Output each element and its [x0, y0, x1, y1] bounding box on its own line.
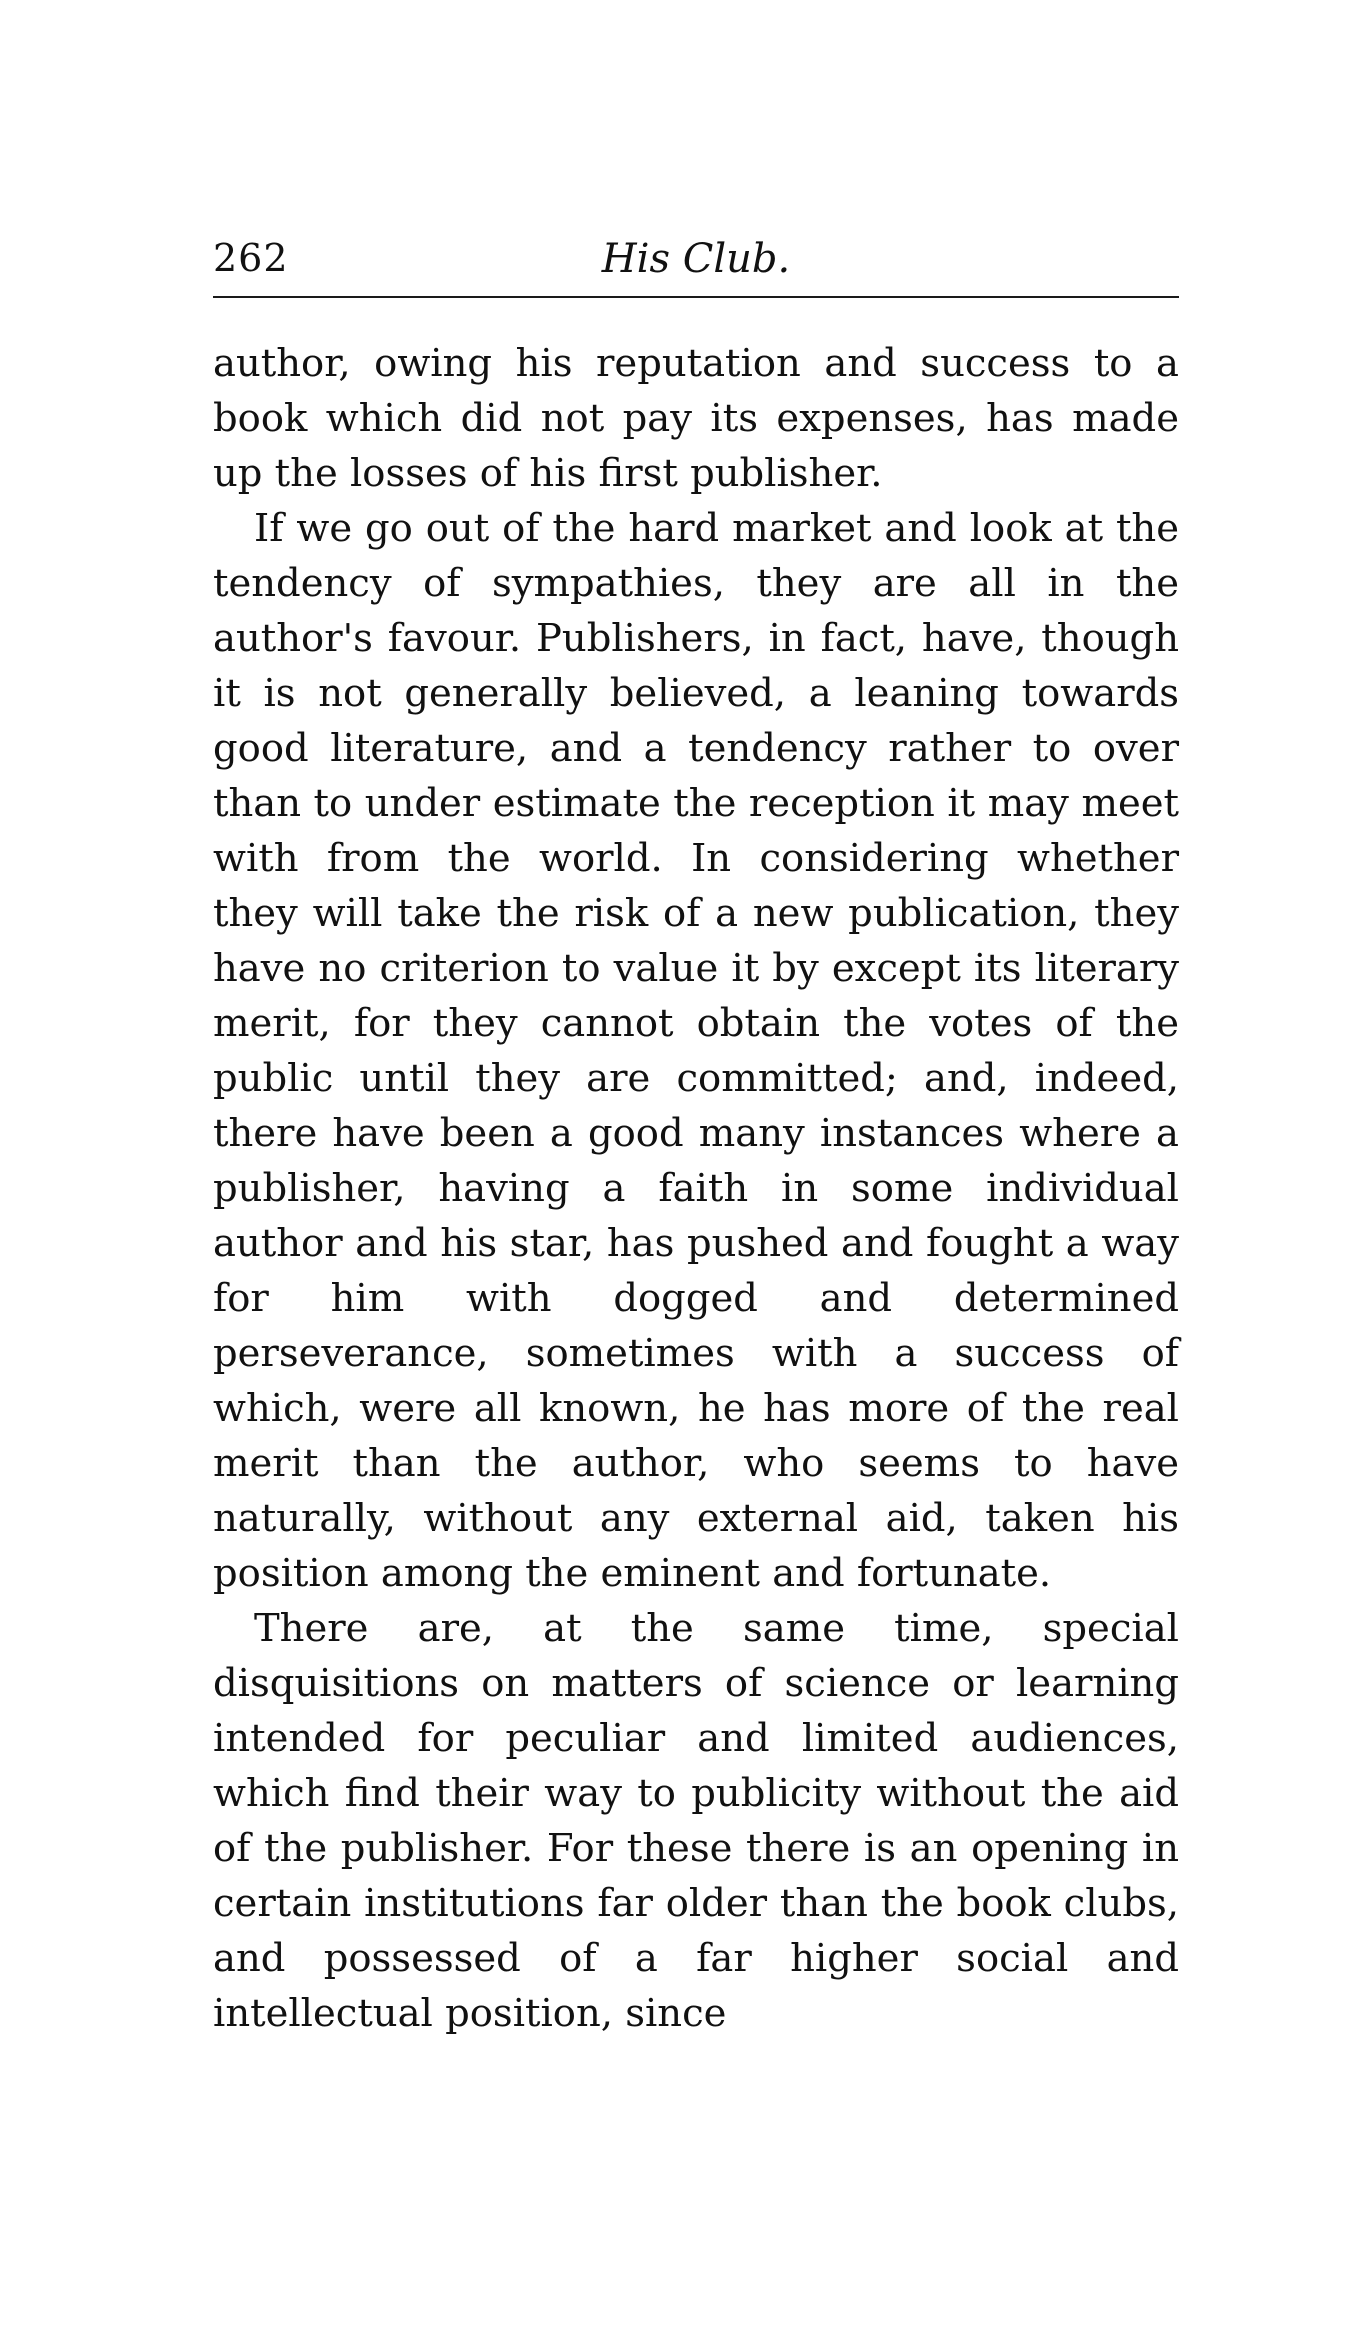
- paragraph-3: There are, at the same time, special disquisitions on matters of science or learning intended for peculiar and limited audiences, which find their way to publicity without the aid of the publisher. For these there is an opening in certain institutions far older than the book clubs, and possessed of a far higher social and intellectual position, since: [213, 1606, 1179, 2036]
- paragraph-2: If we go out of the hard market and look at the tendency of sympathies, they are all in the author's favour. Publishers, in fact, have, though it is not generally believed, a leaning towards good literature, and a tendency rather to over than to under estimate the reception it may meet with from the world. In considering whether they will take the risk of a new publication, they have no criterion to value it by except its literary merit, for they cannot obtain the votes of the public until they are committed; and, indeed, there have been a good many instances where a publisher, having a faith in some individual author and his star, has pushed and fought a way for him with dogged and determined perseverance, sometimes with a success of which, were all known, he has more of the real merit than the author, who seems to have naturally, without any external aid, taken his position among the eminent and fortunate.: [213, 506, 1179, 1596]
- running-title: His Club.: [601, 236, 791, 282]
- book-page: [213, 236, 1179, 2041]
- running-header: [213, 236, 1179, 298]
- page-number: 262: [213, 236, 289, 280]
- paragraph-1: author, owing his reputation and success to a book which did not pay its expenses, has made up the losses of his first publisher.: [213, 341, 1179, 496]
- body-text: [213, 336, 1179, 2041]
